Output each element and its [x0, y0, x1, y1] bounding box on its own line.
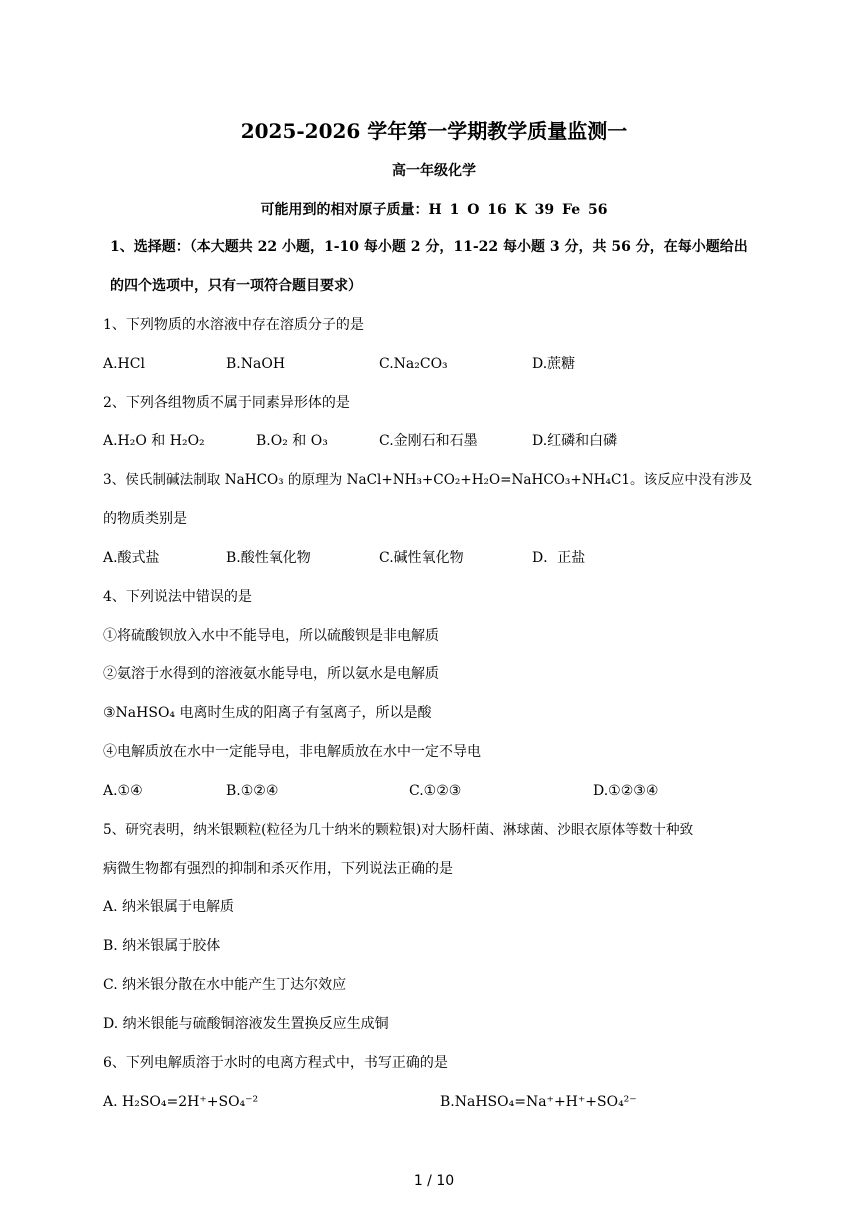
question-3-option-b: B.酸性氧化物 [226, 550, 311, 566]
question-1-option-d: D.蔗糖 [532, 356, 576, 372]
question-2-option-b: B.O₂ 和 O₃ [256, 433, 328, 449]
section-heading: 1、选择题：（本大题共 22 小题，1-10 每小题 2 分，11-22 每小题 3 分，共 56 分，在每小题给出 [110, 239, 748, 255]
question-3-option-d: D．正盐 [532, 550, 586, 566]
question-5-stem: 5、研究表明，纳米银颗粒(粒径为几十纳米的颗粒银)对大肠杆菌、淋球菌、沙眼衣原体等数十种致 [103, 822, 694, 838]
question-5-stem-cont: 病微生物都有强烈的抑制和杀灭作用，下列说法正确的是 [103, 861, 453, 877]
question-2-option-c: C.金刚石和石墨 [379, 433, 478, 449]
question-4-statement-4: ④电解质放在水中一定能导电，非电解质放在水中一定不导电 [103, 744, 481, 760]
question-4-statement-3: ③NaHSO₄ 电离时生成的阳离子有氢离子，所以是酸 [103, 705, 432, 721]
question-4-statement-2: ②氨溶于水得到的溶液氨水能导电，所以氨水是电解质 [103, 666, 439, 682]
question-3-stem: 3、侯氏制碱法制取 NaHCO₃ 的原理为 NaCl+NH₃+CO₂+H₂O=NaHCO₃+NH₄C1。该反应中没有涉及 [103, 472, 753, 488]
question-2-stem: 2、下列各组物质不属于同素异形体的是 [103, 395, 350, 411]
question-3-stem-cont: 的物质类别是 [103, 511, 187, 527]
question-4-option-c: C.①②③ [409, 783, 462, 799]
section-heading-cont: 的四个选项中，只有一项符合题目要求） [110, 278, 362, 294]
question-4-stem: 4、下列说法中错误的是 [103, 589, 252, 605]
question-1-stem: 1、下列物质的水溶液中存在溶质分子的是 [103, 317, 364, 333]
question-6-option-b: B.NaHSO₄=Na⁺+H⁺+SO₄²⁻ [440, 1094, 637, 1110]
question-2-option-a: A.H₂O 和 H₂O₂ [103, 433, 205, 449]
question-3-option-a: A.酸式盐 [103, 550, 160, 566]
page-title: 2025-2026 学年第一学期教学质量监测一 [240, 119, 628, 143]
page-subtitle: 高一年级化学 [392, 163, 476, 179]
question-4-option-a: A.①④ [103, 783, 143, 799]
question-1-option-a: A.HCl [103, 356, 145, 372]
question-5-option-d: D. 纳米银能与硫酸铜溶液发生置换反应生成铜 [103, 1016, 389, 1032]
question-1-option-c: C.Na₂CO₃ [379, 356, 448, 372]
question-2-option-d: D.红磷和白磷 [532, 433, 618, 449]
question-4-statement-1: ①将硫酸钡放入水中不能导电，所以硫酸钡是非电解质 [103, 628, 439, 644]
question-5-option-c: C. 纳米银分散在水中能产生丁达尔效应 [103, 977, 347, 993]
question-5-option-a: A. 纳米银属于电解质 [103, 899, 235, 915]
question-5-option-b: B. 纳米银属于胶体 [103, 938, 221, 954]
question-6-stem: 6、下列电解质溶于水时的电离方程式中，书写正确的是 [103, 1055, 448, 1071]
question-4-option-b: B.①②④ [226, 783, 279, 799]
atomic-masses: 可能用到的相对原子质量：H 1 O 16 K 39 Fe 56 [260, 202, 608, 218]
page-number: 1 / 10 [413, 1173, 455, 1189]
question-1-option-b: B.NaOH [226, 356, 286, 372]
question-6-option-a: A. H₂SO₄=2H⁺+SO₄⁻² [103, 1094, 259, 1110]
question-3-option-c: C.碱性氧化物 [379, 550, 464, 566]
question-4-option-d: D.①②③④ [593, 783, 659, 799]
